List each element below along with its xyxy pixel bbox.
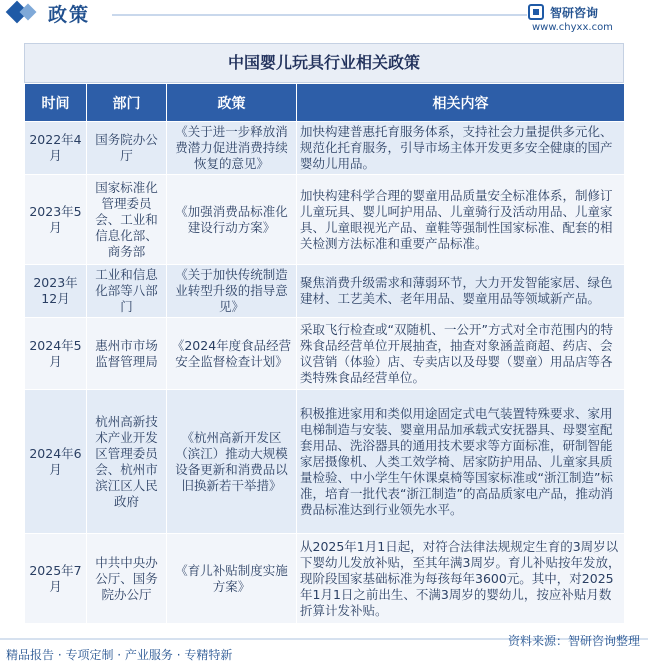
table-row bbox=[25, 265, 625, 318]
column-header-policy: 政策 bbox=[167, 84, 297, 122]
cell-time: 2024年6月 bbox=[25, 390, 87, 534]
footer bbox=[0, 632, 648, 662]
cell-dept: 国家标准化管理委员会、工业和信息化部、商务部 bbox=[87, 175, 167, 265]
cell-policy: 《杭州高新开发区（滨江）推动大规模设备更新和消费品以旧换新若干举措》 bbox=[167, 390, 297, 534]
policy-table bbox=[24, 83, 625, 624]
cell-time: 2024年5月 bbox=[25, 318, 87, 390]
brand-name: 智研咨询 bbox=[550, 6, 599, 20]
source-note: 资料来源：智研咨询整理 bbox=[507, 634, 640, 648]
column-header-time: 时间 bbox=[25, 84, 87, 122]
cell-content: 加快构建普惠托育服务体系，支持社会力量提供多元化、规范化托育服务，引导市场主体开发更多安全健康的国产婴幼儿用品。 bbox=[297, 122, 625, 175]
cell-policy: 《关于加快传统制造业转型升级的指导意见》 bbox=[167, 265, 297, 318]
cell-policy: 《2024年度食品经营安全监督检查计划》 bbox=[167, 318, 297, 390]
cell-dept: 工业和信息化部等八部门 bbox=[87, 265, 167, 318]
cell-content: 聚焦消费升级需求和薄弱环节，大力开发智能家居、绿色建材、工艺美术、老年用品、婴童用品等领域新产品。 bbox=[297, 265, 625, 318]
table-row bbox=[25, 175, 625, 265]
cell-dept: 中共中央办公厅、国务院办公厅 bbox=[87, 534, 167, 624]
cell-time: 2025年7月 bbox=[25, 534, 87, 624]
brand[interactable] bbox=[528, 2, 638, 36]
header-divider bbox=[112, 14, 527, 16]
cell-content: 加快构建科学合理的婴童用品质量安全标准体系，制修订儿童玩具、婴儿呵护用品、儿童骑行及活动用品、儿童家具、儿童眼视光产品、童鞋等强制性国家标准、配套的相关检测方法标准和重要产品标准。 bbox=[297, 175, 625, 265]
cell-time: 2023年12月 bbox=[25, 265, 87, 318]
section-title: 政策 bbox=[48, 4, 91, 26]
cell-policy: 《育儿补贴制度实施方案》 bbox=[167, 534, 297, 624]
cell-policy: 《关于进一步释放消费潜力促进消费持续恢复的意见》 bbox=[167, 122, 297, 175]
footer-links[interactable]: 精品报告 · 专项定制 · 产业服务 · 专精特新 bbox=[6, 648, 233, 662]
brand-url[interactable]: www.chyxx.com bbox=[532, 22, 613, 33]
cell-dept: 杭州高新技术产业开发区管理委员会、杭州市滨江区人民政府 bbox=[87, 390, 167, 534]
table-row bbox=[25, 390, 625, 534]
table-row bbox=[25, 534, 625, 624]
cell-dept: 国务院办公厅 bbox=[87, 122, 167, 175]
cell-time: 2022年4月 bbox=[25, 122, 87, 175]
cell-time: 2023年5月 bbox=[25, 175, 87, 265]
table-row bbox=[25, 318, 625, 390]
column-header-content: 相关内容 bbox=[297, 84, 625, 122]
table-row bbox=[25, 122, 625, 175]
table-title: 中国婴儿玩具行业相关政策 bbox=[24, 43, 624, 83]
column-header-dept: 部门 bbox=[87, 84, 167, 122]
cell-content: 采取飞行检查或“双随机、一公开”方式对全市范围内的特殊食品经营单位开展抽查，抽查对象涵盖商超、药店、会议营销（体验）店、专卖店以及母婴（婴童）用品店等各类特殊食品经营单位。 bbox=[297, 318, 625, 390]
cell-content: 积极推进家用和类似用途固定式电气装置特殊要求、家用电梯制造与安装、婴童用品加承载式安抚器具、母婴室配套用品、洗浴器具的通用技术要求等方面标准，研制智能家居摄像机、人类工效学椅、居家防护用品、儿童家具质量检验、中小学生午休课桌椅等国家标准或“浙江制造”标准，培育一批代表“浙江制造”的高品质家电产品，推动消费品标准达到行业领先水平。 bbox=[297, 390, 625, 534]
table-header-row bbox=[25, 84, 625, 122]
cell-dept: 惠州市市场监督管理局 bbox=[87, 318, 167, 390]
top-bar bbox=[0, 0, 648, 36]
cell-policy: 《加强消费品标准化建设行动方案》 bbox=[167, 175, 297, 265]
cell-content: 从2025年1月1日起，对符合法律法规规定生育的3周岁以下婴幼儿发放补贴，至其年满3周岁。育儿补贴按年发放，现阶段国家基础标准为每孩每年3600元。其中，对2025年1月1日之前出生、不满3周岁的婴幼儿，按应补贴月数折算计发补贴。 bbox=[297, 534, 625, 624]
brand-logo-icon bbox=[528, 4, 544, 20]
